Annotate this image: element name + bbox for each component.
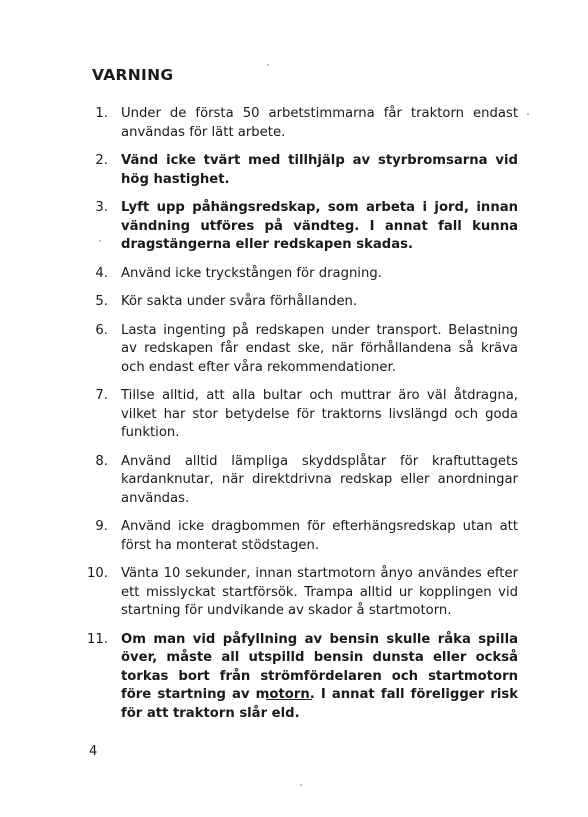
scan-speck [99, 240, 101, 242]
warning-item-number: 9. [95, 519, 108, 534]
warning-item [0, 265, 588, 284]
warning-item-number: 3. [95, 200, 108, 215]
warning-item [0, 631, 588, 724]
page-heading: VARNING [92, 66, 174, 84]
warning-item-number: 1. [95, 106, 108, 121]
warning-item-text: Under de första 50 arbetstimmarna får traktorn endast användas för lätt arbete. [121, 106, 518, 140]
warning-item-number: 6. [95, 322, 108, 338]
warning-item [0, 293, 588, 312]
warning-item-number: 7. [95, 388, 108, 403]
warning-item-number: 10. [87, 566, 108, 581]
scan-speck [300, 784, 302, 786]
warning-item-text: Vänta 10 sekunder, innan startmotorn ånyo användes efter ett misslyckat startförsök. Trampa alltid ur kopplingen vid startning för undvikande av skador å startmotorn. [121, 566, 518, 618]
warning-item [0, 152, 588, 189]
scan-speck [527, 113, 529, 115]
warning-item-number: 2. [95, 153, 108, 168]
warning-item-text: Lasta ingenting på redskapen under transport. Belastning av redskapen får endast ske, när förhållandena så kräva och endast efter våra rekommendationer. [121, 322, 518, 375]
section-divider [266, 699, 312, 700]
warning-item-text: Vänd icke tvärt med tillhjälp av styrbromsarna vid hög hastighet. [121, 153, 518, 187]
warning-item-text: Kör sakta under svåra förhållanden. [121, 294, 358, 309]
warning-item [0, 518, 588, 555]
warning-item-number: 4. [95, 265, 108, 281]
warning-item-text: Använd alltid lämpliga skyddsplåtar för kraftuttagets kardanknutar, när direktdrivna redskap eller anordningar användas. [121, 453, 518, 506]
warning-list [0, 105, 588, 733]
warning-item [0, 199, 588, 255]
warning-item-text: Tillse alltid, att alla bultar och muttrar äro väl åtdragna, vilket har stor betydelse för traktorns livslängd och goda funktion. [121, 388, 518, 440]
warning-item-number: 8. [95, 453, 108, 469]
warning-item [0, 387, 588, 443]
scan-speck [267, 64, 269, 66]
warning-item-number: 5. [95, 294, 108, 309]
warning-item-text: Använd icke tryckstången för dragning. [121, 265, 382, 281]
warning-item-text: Lyft upp påhängsredskap, som arbeta i jord, innan vändning utföres på vändteg. I annat fall kunna dragstängerna eller redskapen skadas. [121, 200, 518, 252]
warning-item [0, 322, 588, 378]
warning-item [0, 453, 588, 509]
page-number: 4 [89, 744, 98, 759]
warning-item [0, 105, 588, 142]
warning-item [0, 565, 588, 621]
warning-item-text: Använd icke dragbommen för efterhängsredskap utan att först ha monterat stödstagen. [121, 519, 518, 553]
warning-item-text: Om man vid påfyllning av bensin skulle råka spilla över, måste all utspilld bensin dunsta eller också torkas bort från strömfördelaren och startmotorn före startning av motorn. I annat fall föreligger risk för att traktorn slår eld. [121, 631, 518, 721]
warning-item-number: 11. [87, 631, 108, 647]
